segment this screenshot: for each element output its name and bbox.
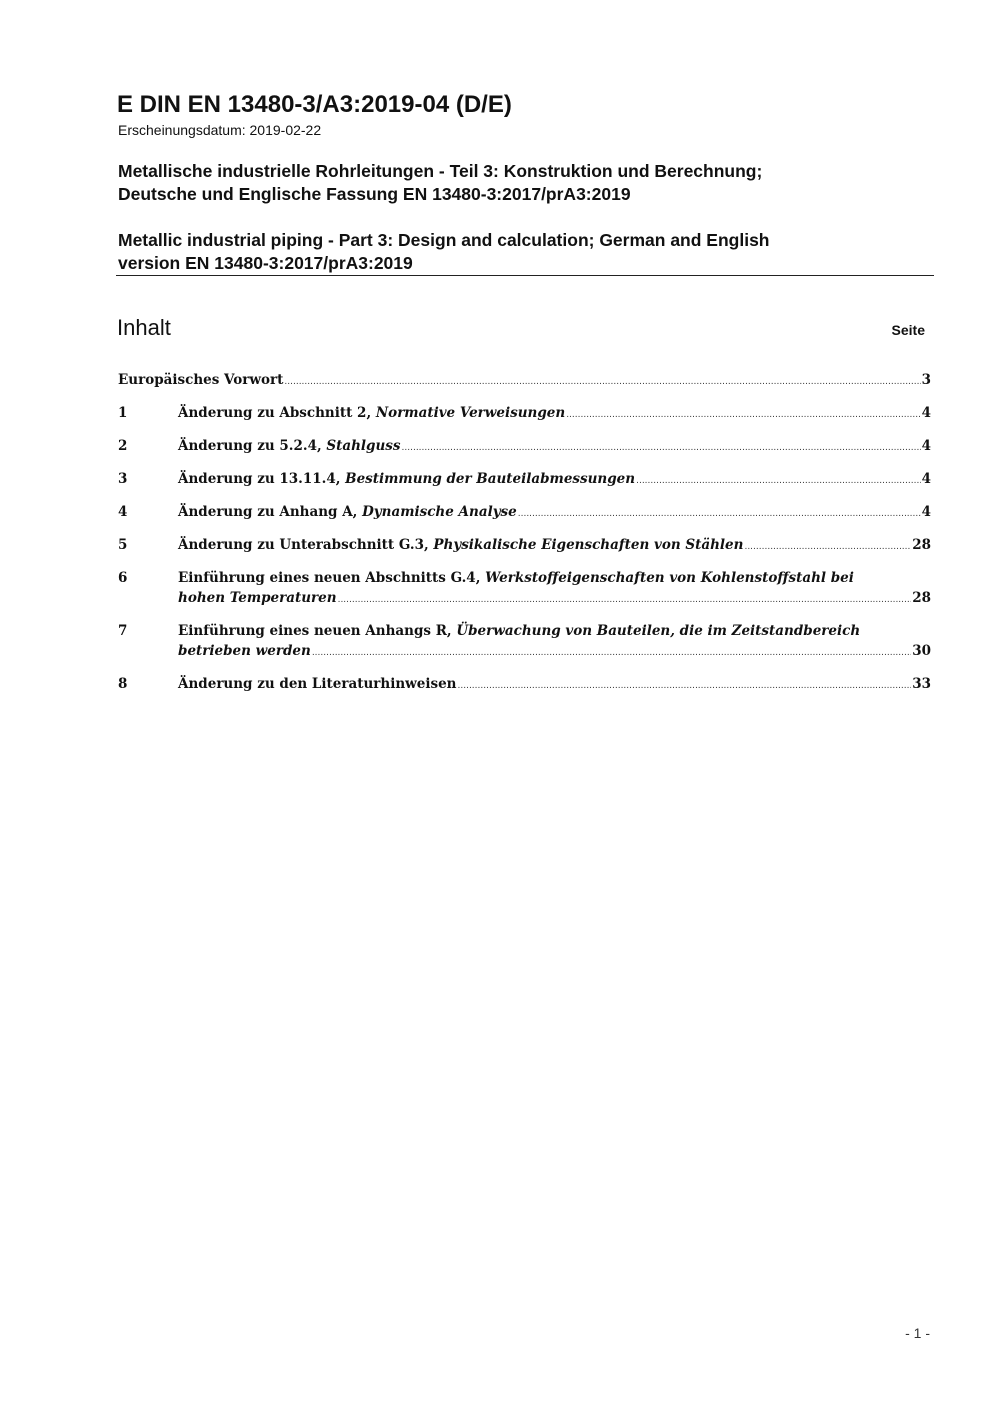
toc-dot-leader [338, 588, 912, 610]
toc-entry-page: 28 [912, 537, 931, 553]
toc-dot-leader [402, 436, 921, 458]
toc-dot-leader [284, 370, 920, 392]
toc-dot-leader [518, 502, 921, 524]
toc-entry-title: Änderung zu Abschnitt 2, [178, 405, 376, 421]
toc-entry-page: 3 [921, 372, 931, 388]
toc-entry-title: Änderung zu Unterabschnitt G.3, [178, 537, 434, 553]
toc-entry-title: Europäisches Vorwort [118, 372, 284, 388]
subtitle-german-line-1: Metallische industrielle Rohrleitungen - Teil 3: Konstruktion und Berechnung; [118, 161, 763, 181]
toc-entry[interactable] [118, 403, 931, 425]
toc-entry-title-italic: Dynamische Analyse [362, 504, 517, 520]
page-number: - 1 - [905, 1325, 930, 1341]
toc-entry-title-italic: Überwachung von Bauteilen, die im Zeitstandbereich [456, 623, 861, 639]
toc-entry-number: 8 [118, 676, 128, 692]
toc-entry-page: 4 [921, 405, 931, 421]
toc-dot-leader [312, 641, 911, 663]
toc-page-column-heading: Seite [891, 322, 925, 338]
toc-entry-title: Änderung zu Anhang A, [178, 504, 363, 520]
toc-entry[interactable] [118, 469, 931, 491]
toc-entry[interactable] [118, 436, 931, 458]
toc-entry-page: 33 [912, 676, 931, 692]
toc-entry-title-continued: betrieben werden [178, 643, 311, 659]
title-divider [116, 275, 934, 276]
toc-entry-number: 3 [118, 471, 128, 487]
toc-entry-title-italic: Stahlguss [326, 438, 401, 454]
publication-date: Erscheinungsdatum: 2019-02-22 [118, 122, 322, 138]
toc-entry-title-italic: Physikalische Eigenschaften von Stählen [433, 537, 744, 553]
toc-entry-page: 4 [921, 504, 931, 520]
toc-entry-page: 4 [921, 471, 931, 487]
toc-entry-title-italic: Normative Verweisungen [375, 405, 566, 421]
toc-entry[interactable] [118, 621, 931, 663]
table-of-contents [118, 370, 931, 707]
toc-entry-title: Änderung zu den Literaturhinweisen [178, 676, 457, 692]
toc-entry[interactable] [118, 502, 931, 524]
subtitle-english [118, 229, 928, 275]
toc-entry-number: 1 [118, 405, 128, 421]
toc-entry[interactable] [118, 674, 931, 696]
toc-entry-title: Änderung zu 5.2.4, [178, 438, 327, 454]
toc-dot-leader [744, 535, 911, 557]
toc-entry-title: Einführung eines neuen Abschnitts G.4, [178, 570, 486, 586]
subtitle-english-line-1: Metallic industrial piping - Part 3: Design and calculation; German and English [118, 230, 770, 250]
toc-entry-title: Änderung zu 13.11.4, [178, 471, 346, 487]
toc-entry-page: 28 [912, 590, 931, 606]
toc-entry-number: 2 [118, 438, 128, 454]
toc-dot-leader [566, 403, 920, 425]
toc-entry-title: Einführung eines neuen Anhangs R, [178, 623, 457, 639]
toc-dot-leader [636, 469, 921, 491]
toc-dot-leader [458, 674, 912, 696]
toc-heading: Inhalt [117, 315, 171, 340]
subtitle-german-line-2: Deutsche und Englische Fassung EN 13480-3:2017/prA3:2019 [118, 184, 631, 204]
toc-entry[interactable] [118, 568, 931, 610]
toc-entry-number: 4 [118, 504, 128, 520]
toc-entry[interactable] [118, 535, 931, 557]
toc-entry-title-italic: Werkstoffeigenschaften von Kohlenstoffstahl bei [485, 570, 854, 586]
toc-entry-number: 5 [118, 537, 128, 553]
document-title: E DIN EN 13480-3/A3:2019-04 (D/E) [117, 91, 512, 118]
toc-entry-page: 30 [912, 643, 931, 659]
subtitle-german [118, 160, 928, 206]
toc-entry-number: 6 [118, 570, 128, 586]
toc-entry-title-italic: Bestimmung der Bauteilabmessungen [345, 471, 636, 487]
subtitle-english-line-2: version EN 13480-3:2017/prA3:2019 [118, 253, 413, 273]
toc-entry-page: 4 [921, 438, 931, 454]
toc-entry-number: 7 [118, 623, 128, 639]
toc-entry-title-continued: hohen Temperaturen [178, 590, 337, 606]
toc-entry[interactable] [118, 370, 931, 392]
